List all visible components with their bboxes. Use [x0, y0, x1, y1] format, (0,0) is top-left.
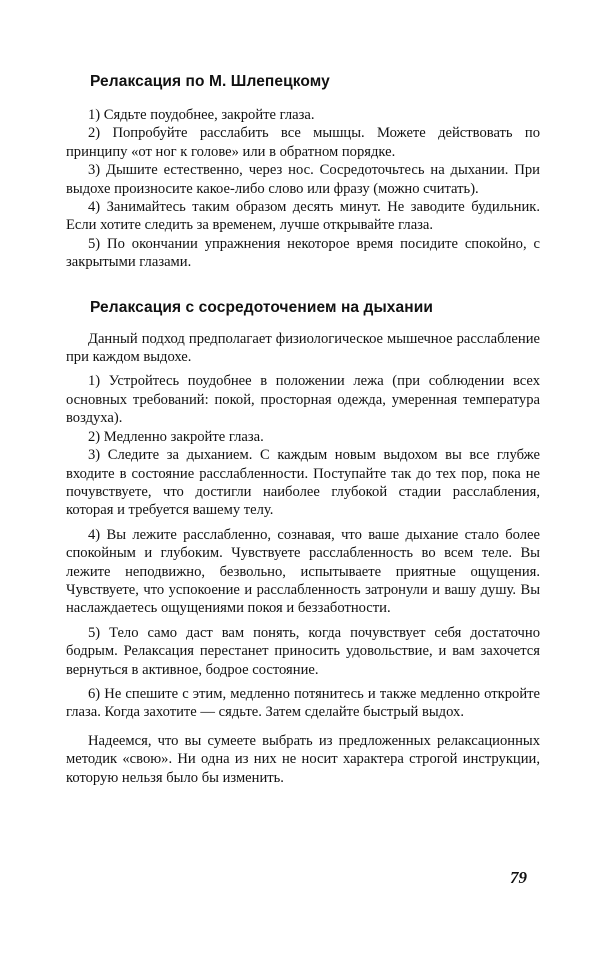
- step-paragraph: 5) По окончании упражнения некоторое время посидите спокойно, с закрытыми глазами.: [66, 235, 540, 271]
- step-paragraph: 6) Не спешите с этим, медленно потянитесь и также медленно откройте глаза. Когда захотите — сядьте. Затем сделайте быстрый выдох.: [66, 685, 540, 721]
- closing-paragraph: Надеемся, что вы сумеете выбрать из предложенных релаксационных методик «свою». Ни одна из них не носит характера строгой инструкции, которую нельзя было бы изменить.: [66, 732, 540, 786]
- step-paragraph: 5) Тело само даст вам понять, когда почувствует себя достаточно бодрым. Релаксация перестанет приносить удовольствие, и вам захочется вернуться в активное, бодрое состояние.: [66, 624, 540, 678]
- step-paragraph: 1) Устройтесь поудобнее в положении лежа (при соблюдении всех основных требований: покой, просторная одежда, умеренная температура воздуха).: [66, 373, 540, 427]
- section-title-breathing: Релаксация с сосредоточением на дыхании: [90, 298, 433, 316]
- page-number: 79: [510, 868, 527, 887]
- section-title-shlepetsky: Релаксация по М. Шлепецкому: [90, 73, 330, 90]
- step-paragraph: 4) Вы лежите расслабленно, сознавая, что ваше дыхание стало более спокойным и глубоким. Чувствуете расслабленность во всем теле. Вы лежите неподвижно, безвольно, испытываете приятные ощущения. Чувствуете, что успокоение и расслабленность затронули и вашу душу. Вы наслаждаетесь ощущениями покоя и беззаботности.: [66, 526, 540, 617]
- step-paragraph: 4) Занимайтесь таким образом десять минут. Не заводите будильник. Если хотите следить за временем, лучше открывайте глаза.: [66, 199, 540, 234]
- section-breathing: [66, 330, 540, 722]
- step-paragraph: 3) Дышите естественно, через нос. Сосредоточьтесь на дыхании. При выдохе произносите какое-либо слово или фразу (можно считать).: [66, 162, 540, 197]
- step-paragraph: 2) Медленно закройте глаза.: [88, 428, 264, 445]
- step-paragraph: 3) Следите за дыханием. С каждым новым выдохом вы все глубже входите в состояние расслабленности. Поступайте так до тех пор, пока не почувствуете, что достигли наиболее глубокой стадии расслабления, которая и требуется вашему телу.: [66, 447, 540, 519]
- section-shlepetsky: [66, 106, 540, 272]
- intro-paragraph: Данный подход предполагает физиологическое мышечное расслабление при каждом выдохе.: [66, 330, 540, 366]
- step-paragraph: 2) Попробуйте расслабить все мышцы. Можете действовать по принципу «от ног к голове» или в обратном порядке.: [66, 125, 540, 160]
- page-content: [66, 64, 540, 787]
- step-paragraph: 1) Сядьте поудобнее, закройте глаза.: [88, 107, 315, 123]
